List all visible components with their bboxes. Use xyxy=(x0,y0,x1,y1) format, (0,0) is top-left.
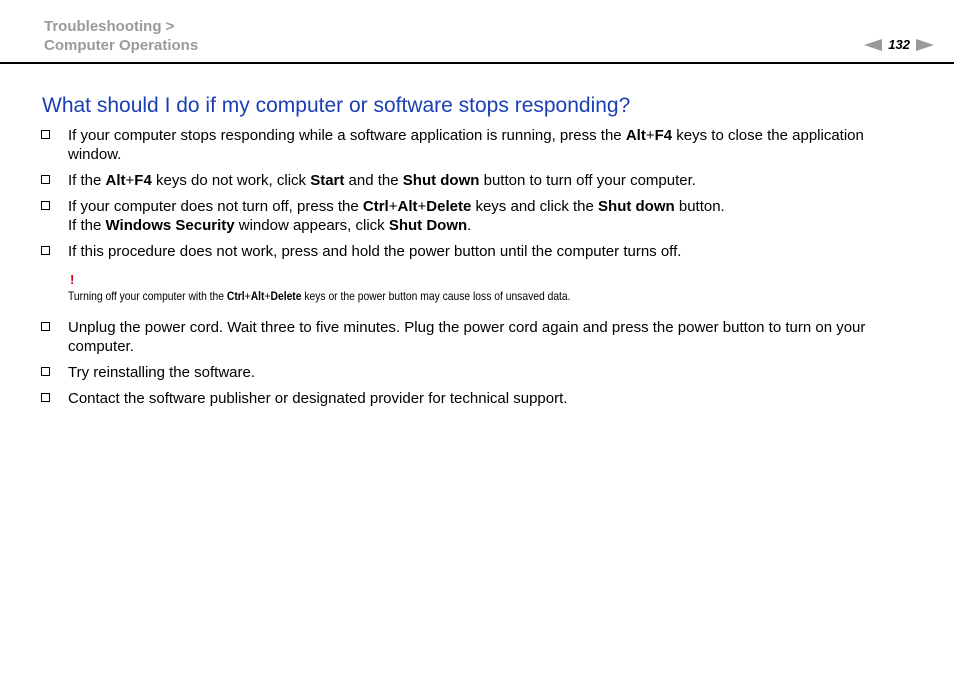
note-text: Turning off your computer with the xyxy=(68,289,227,303)
breadcrumb xyxy=(44,17,198,55)
key-name: Alt xyxy=(625,127,646,144)
item-line xyxy=(68,197,920,216)
ui-label: Start xyxy=(310,172,345,189)
key-name: Alt xyxy=(397,198,418,215)
checkbox-bullet-icon xyxy=(41,393,50,402)
page-number: 132 xyxy=(888,37,910,52)
item-line xyxy=(68,216,920,235)
item-text: keys and click the xyxy=(471,198,599,215)
list-item xyxy=(40,389,920,408)
ui-label: Shut Down xyxy=(388,217,468,234)
item-text: keys to close the application window. xyxy=(68,127,864,163)
item-text: button. xyxy=(674,198,725,215)
list-item xyxy=(40,363,920,382)
checkbox-bullet-icon xyxy=(41,175,50,184)
breadcrumb-section[interactable]: Troubleshooting > xyxy=(44,18,175,35)
note-text: + xyxy=(244,289,251,303)
checkbox-bullet-icon xyxy=(41,246,50,255)
item-text: If the xyxy=(68,172,106,189)
page-navigation xyxy=(864,38,934,52)
key-name: Alt xyxy=(105,172,126,189)
warning-icon: ! xyxy=(70,272,75,287)
item-text: + xyxy=(645,127,655,144)
item-text: If your computer does not turn off, press the xyxy=(68,198,363,215)
key-name: Alt xyxy=(250,289,265,303)
key-name: Delete xyxy=(270,289,302,303)
ui-label: Shut down xyxy=(402,172,480,189)
list-item xyxy=(40,197,920,235)
breadcrumb-current: Computer Operations xyxy=(44,37,199,54)
list-item xyxy=(40,126,920,164)
previous-page-icon[interactable] xyxy=(864,39,882,51)
item-text: + xyxy=(417,198,427,215)
item-text: and the xyxy=(344,172,403,189)
item-text: button to turn off your computer. xyxy=(479,172,696,189)
note-text: + xyxy=(264,289,271,303)
item-text: + xyxy=(125,172,135,189)
troubleshooting-list xyxy=(40,126,920,415)
item-text: keys do not work, click xyxy=(151,172,311,189)
item-text: If the xyxy=(68,217,106,234)
item-text: Try reinstalling the software. xyxy=(68,364,256,381)
ui-label: Windows Security xyxy=(105,217,235,234)
checkbox-bullet-icon xyxy=(41,130,50,139)
note-text: keys or the power button may cause loss of unsaved data. xyxy=(301,289,571,303)
item-text: If your computer stops responding while a software application is running, press the xyxy=(68,127,626,144)
checkbox-bullet-icon xyxy=(41,367,50,376)
page-title: What should I do if my computer or software stops responding? xyxy=(42,94,631,117)
item-text: window appears, click xyxy=(234,217,389,234)
key-name: F4 xyxy=(134,172,152,189)
warning-text xyxy=(68,289,571,303)
item-text: Unplug the power cord. Wait three to five minutes. Plug the power cord again and press the power button to turn on your computer. xyxy=(68,319,866,355)
checkbox-bullet-icon xyxy=(41,201,50,210)
key-name: Delete xyxy=(426,198,472,215)
key-name: F4 xyxy=(654,127,673,144)
checkbox-bullet-icon xyxy=(41,322,50,331)
list-item xyxy=(40,242,920,261)
list-item xyxy=(40,171,920,190)
key-name: Ctrl xyxy=(362,198,389,215)
header-divider xyxy=(0,62,954,64)
key-name: Ctrl xyxy=(226,289,245,303)
next-page-icon[interactable] xyxy=(916,39,934,51)
item-text: . xyxy=(467,217,472,234)
ui-label: Shut down xyxy=(598,198,675,215)
item-text: If this procedure does not work, press and hold the power button until the computer turns off. xyxy=(68,243,682,260)
list-item xyxy=(40,318,920,356)
item-text: Contact the software publisher or designated provider for technical support. xyxy=(68,390,568,407)
warning-note xyxy=(40,273,920,305)
item-text: + xyxy=(388,198,398,215)
